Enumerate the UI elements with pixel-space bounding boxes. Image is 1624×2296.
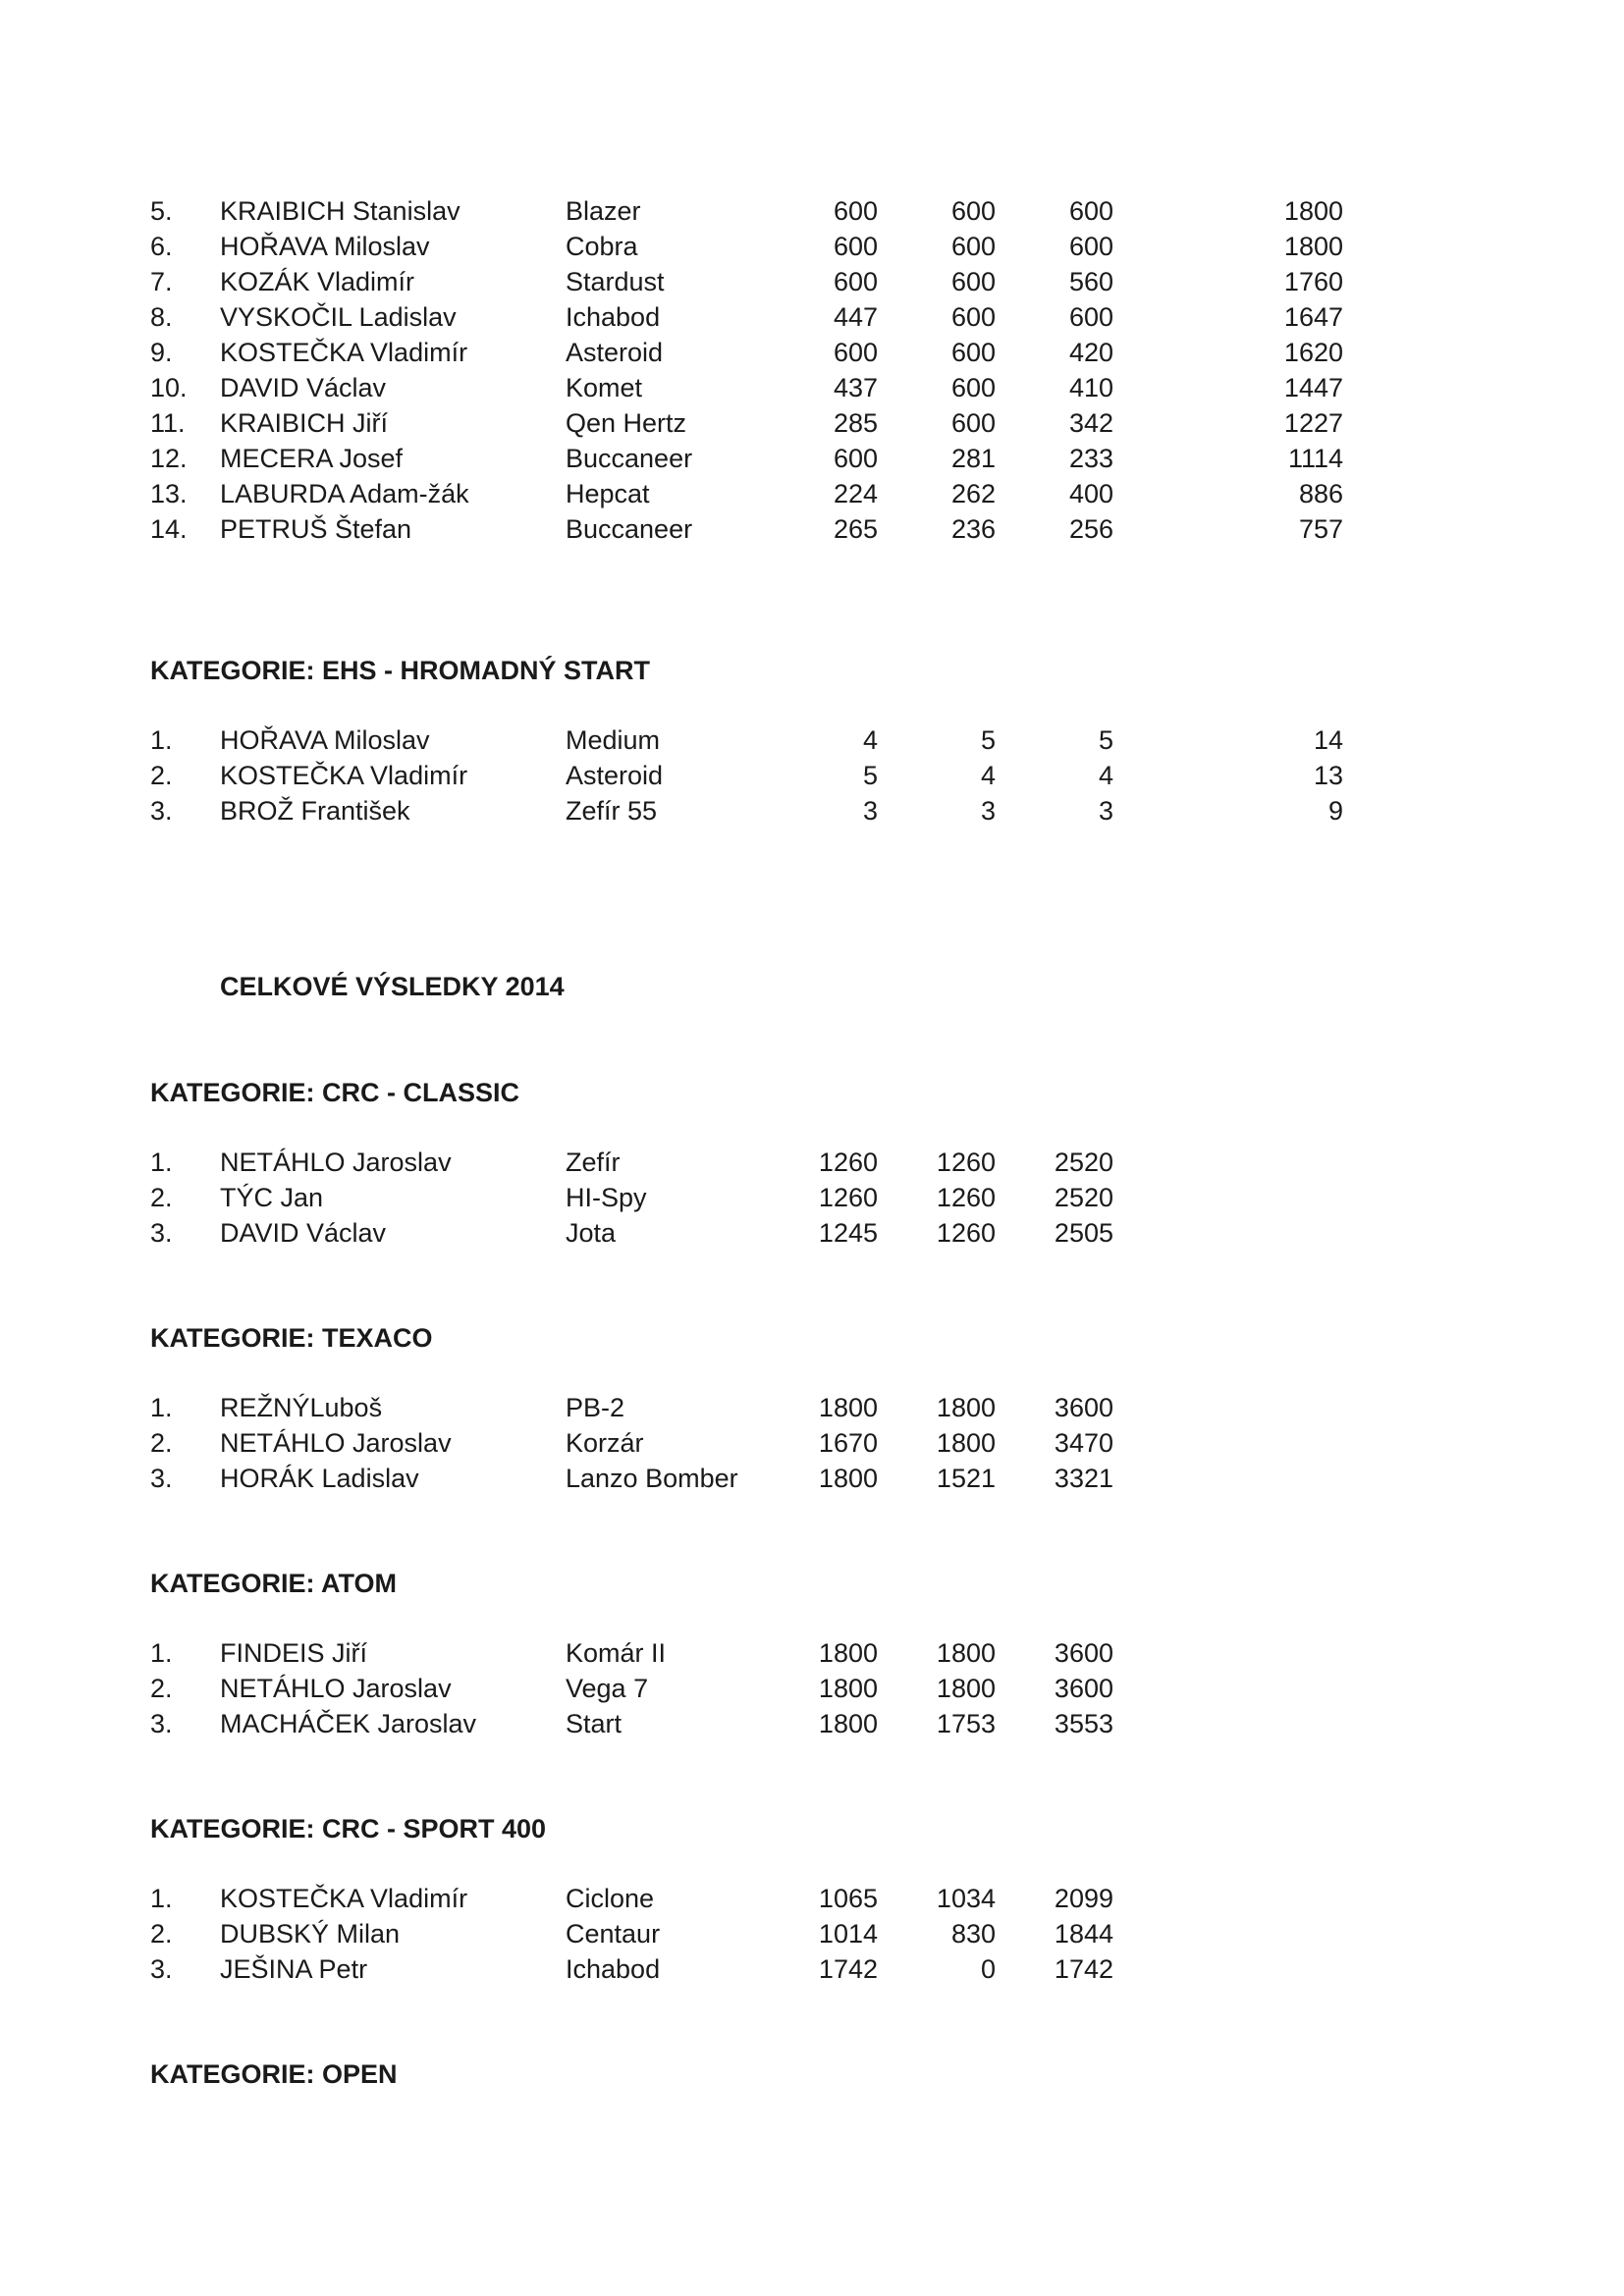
total-score: 2505 <box>1054 1218 1113 1248</box>
total-score: 3321 <box>1054 1464 1113 1493</box>
competitor-name: REŽNÝLuboš <box>220 1393 383 1422</box>
competitor-name: NETÁHLO Jaroslav <box>220 1674 452 1703</box>
round-1-score: 1800 <box>818 1709 878 1738</box>
round-1-score: 1014 <box>818 1919 878 1949</box>
model-name: Ichabod <box>566 1954 661 1984</box>
round-2-score: 600 <box>950 302 996 332</box>
round-2-score: 600 <box>950 196 996 226</box>
total-score: 1447 <box>1283 373 1343 402</box>
competitor-name: DAVID Václav <box>220 1218 387 1248</box>
model-name: HI-Spy <box>566 1183 647 1212</box>
table-row <box>0 193 1624 229</box>
model-name: Medium <box>566 725 661 755</box>
competitor-name: VYSKOČIL Ladislav <box>220 302 457 332</box>
model-name: Start <box>566 1709 623 1738</box>
rank: 9. <box>150 338 173 367</box>
rank: 11. <box>150 408 186 438</box>
model-name: Zefír 55 <box>566 796 658 826</box>
model-name: Komet <box>566 373 643 402</box>
competitor-name: KRAIBICH Stanislav <box>220 196 460 226</box>
rank: 3. <box>150 796 173 826</box>
table-row <box>0 1881 1624 1916</box>
total-score: 1760 <box>1283 267 1343 296</box>
model-name: Vega 7 <box>566 1674 649 1703</box>
table-row <box>0 1461 1624 1496</box>
round-2-score: 1800 <box>936 1638 996 1668</box>
round-1-score: 1260 <box>818 1148 878 1177</box>
round-1-score: 600 <box>833 444 878 473</box>
round-1-score: 3 <box>862 796 878 826</box>
competitor-name: MECERA Josef <box>220 444 404 473</box>
round-2-score: 1260 <box>936 1183 996 1212</box>
model-name: Zefír <box>566 1148 621 1177</box>
table-row <box>0 1390 1624 1425</box>
rank: 14. <box>150 514 188 544</box>
rank: 1. <box>150 1148 173 1177</box>
total-score: 1114 <box>1287 444 1343 473</box>
round-1-score: 285 <box>833 408 878 438</box>
table-row <box>0 1635 1624 1671</box>
competitor-name: DUBSKÝ Milan <box>220 1919 401 1949</box>
model-name: Centaur <box>566 1919 661 1949</box>
table-row <box>0 1951 1624 1987</box>
round-1-score: 224 <box>833 479 878 508</box>
competitor-name: KOSTEČKA Vladimír <box>220 338 468 367</box>
round-2-score: 1260 <box>936 1148 996 1177</box>
total-score: 3553 <box>1054 1709 1113 1738</box>
round-2-score: 262 <box>950 479 996 508</box>
model-name: Buccaneer <box>566 444 693 473</box>
model-name: Blazer <box>566 196 641 226</box>
crc-classic-results-table <box>0 1145 1624 1251</box>
round-2-score: 1034 <box>936 1884 996 1913</box>
competitor-name: BROŽ František <box>220 796 410 826</box>
crc-sport-results-table <box>0 1881 1624 1987</box>
round-2-score: 1260 <box>936 1218 996 1248</box>
total-score: 3600 <box>1054 1638 1113 1668</box>
rank: 3. <box>150 1954 173 1984</box>
competitor-name: KOZÁK Vladimír <box>220 267 415 296</box>
rank: 3. <box>150 1709 173 1738</box>
table-row <box>0 722 1624 758</box>
total-score: 1844 <box>1054 1919 1113 1949</box>
category-heading-ehs: KATEGORIE: EHS - HROMADNÝ START <box>150 656 650 685</box>
model-name: Buccaneer <box>566 514 693 544</box>
round-2-score: 600 <box>950 267 996 296</box>
model-name: Asteroid <box>566 761 664 790</box>
total-score: 3600 <box>1054 1674 1113 1703</box>
total-score: 2520 <box>1054 1183 1113 1212</box>
round-1-score: 600 <box>833 267 878 296</box>
model-name: Stardust <box>566 267 665 296</box>
competitor-name: LABURDA Adam-žák <box>220 479 469 508</box>
round-2-score: 1521 <box>936 1464 996 1493</box>
round-2-score: 281 <box>950 444 996 473</box>
round-1-score: 1245 <box>818 1218 878 1248</box>
competitor-name: KOSTEČKA Vladimír <box>220 761 468 790</box>
round-3-score: 600 <box>1068 232 1113 261</box>
competitor-name: KRAIBICH Jiří <box>220 408 389 438</box>
round-3-score: 256 <box>1068 514 1113 544</box>
table-row <box>0 299 1624 335</box>
round-2-score: 1800 <box>936 1428 996 1458</box>
table-row <box>0 1425 1624 1461</box>
round-1-score: 600 <box>833 338 878 367</box>
table-row <box>0 264 1624 299</box>
round-3-score: 420 <box>1068 338 1113 367</box>
rank: 5. <box>150 196 173 226</box>
round-1-score: 1800 <box>818 1464 878 1493</box>
total-score: 757 <box>1298 514 1343 544</box>
category-heading-open: KATEGORIE: OPEN <box>150 2059 398 2089</box>
round-3-score: 342 <box>1068 408 1113 438</box>
rank: 1. <box>150 1884 173 1913</box>
round-2-score: 4 <box>980 761 996 790</box>
competitor-name: HORÁK Ladislav <box>220 1464 419 1493</box>
table-row <box>0 476 1624 511</box>
rank: 2. <box>150 1919 173 1949</box>
rank: 2. <box>150 761 173 790</box>
round-2-score: 600 <box>950 408 996 438</box>
round-1-score: 1800 <box>818 1393 878 1422</box>
rank: 7. <box>150 267 173 296</box>
table-row <box>0 1671 1624 1706</box>
model-name: Komár II <box>566 1638 667 1668</box>
competitor-name: FINDEIS Jiří <box>220 1638 368 1668</box>
round-3-score: 5 <box>1098 725 1113 755</box>
rank: 10. <box>150 373 188 402</box>
round-2-score: 600 <box>950 338 996 367</box>
competitor-name: HOŘAVA Miloslav <box>220 725 430 755</box>
total-score: 1227 <box>1283 408 1343 438</box>
rank: 1. <box>150 1638 173 1668</box>
table-row <box>0 441 1624 476</box>
rank: 1. <box>150 1393 173 1422</box>
table-row <box>0 1145 1624 1180</box>
overall-results-title: CELKOVÉ VÝSLEDKY 2014 <box>220 972 565 1001</box>
total-score: 2099 <box>1054 1884 1113 1913</box>
competitor-name: JEŠINA Petr <box>220 1954 368 1984</box>
competitor-name: PETRUŠ Štefan <box>220 514 412 544</box>
rank: 2. <box>150 1428 173 1458</box>
model-name: Korzár <box>566 1428 644 1458</box>
round-3-score: 600 <box>1068 196 1113 226</box>
total-score: 1647 <box>1283 302 1343 332</box>
competitor-name: TÝC Jan <box>220 1183 324 1212</box>
total-score: 2520 <box>1054 1148 1113 1177</box>
rank: 13. <box>150 479 188 508</box>
rank: 3. <box>150 1464 173 1493</box>
total-score: 1742 <box>1054 1954 1113 1984</box>
model-name: Cobra <box>566 232 638 261</box>
round-3-score: 400 <box>1068 479 1113 508</box>
category-heading-crc-classic: KATEGORIE: CRC - CLASSIC <box>150 1078 519 1107</box>
atom-results-table <box>0 1635 1624 1741</box>
category-heading-texaco: KATEGORIE: TEXACO <box>150 1323 433 1353</box>
total-score: 1800 <box>1283 196 1343 226</box>
round-1-score: 1670 <box>818 1428 878 1458</box>
total-score: 1620 <box>1283 338 1343 367</box>
round-2-score: 0 <box>980 1954 996 1984</box>
table-row <box>0 1706 1624 1741</box>
table-row <box>0 1180 1624 1215</box>
round-1-score: 1260 <box>818 1183 878 1212</box>
ehs-results-table <box>0 722 1624 828</box>
model-name: Qen Hertz <box>566 408 687 438</box>
category-heading-atom: KATEGORIE: ATOM <box>150 1569 397 1598</box>
round-3-score: 233 <box>1068 444 1113 473</box>
round-3-score: 3 <box>1098 796 1113 826</box>
round-1-score: 265 <box>833 514 878 544</box>
table-row <box>0 1215 1624 1251</box>
model-name: Lanzo Bomber <box>566 1464 738 1493</box>
round-2-score: 5 <box>980 725 996 755</box>
table-row <box>0 511 1624 547</box>
category-heading-crc-sport-400: KATEGORIE: CRC - SPORT 400 <box>150 1814 547 1843</box>
rank: 8. <box>150 302 173 332</box>
round-1-score: 1065 <box>818 1884 878 1913</box>
competitor-name: KOSTEČKA Vladimír <box>220 1884 468 1913</box>
rank: 1. <box>150 725 173 755</box>
round-2-score: 3 <box>980 796 996 826</box>
round-1-score: 4 <box>862 725 878 755</box>
round-1-score: 447 <box>833 302 878 332</box>
rank: 2. <box>150 1183 173 1212</box>
round-2-score: 1800 <box>936 1674 996 1703</box>
table-row <box>0 405 1624 441</box>
model-name: Asteroid <box>566 338 664 367</box>
rank: 6. <box>150 232 173 261</box>
competitor-name: MACHÁČEK Jaroslav <box>220 1709 477 1738</box>
round-2-score: 600 <box>950 373 996 402</box>
round-2-score: 1800 <box>936 1393 996 1422</box>
competitor-name: NETÁHLO Jaroslav <box>220 1428 452 1458</box>
model-name: PB-2 <box>566 1393 625 1422</box>
round-1-score: 1800 <box>818 1638 878 1668</box>
round-2-score: 236 <box>950 514 996 544</box>
texaco-results-table <box>0 1390 1624 1496</box>
continued-results-table <box>0 193 1624 547</box>
total-score: 3470 <box>1054 1428 1113 1458</box>
table-row <box>0 370 1624 405</box>
table-row <box>0 229 1624 264</box>
round-3-score: 4 <box>1098 761 1113 790</box>
model-name: Jota <box>566 1218 617 1248</box>
competitor-name: NETÁHLO Jaroslav <box>220 1148 452 1177</box>
competitor-name: HOŘAVA Miloslav <box>220 232 430 261</box>
model-name: Ciclone <box>566 1884 655 1913</box>
total-score: 886 <box>1298 479 1343 508</box>
round-1-score: 5 <box>862 761 878 790</box>
round-3-score: 600 <box>1068 302 1113 332</box>
total-score: 14 <box>1313 725 1343 755</box>
model-name: Hepcat <box>566 479 650 508</box>
rank: 2. <box>150 1674 173 1703</box>
round-1-score: 1800 <box>818 1674 878 1703</box>
round-1-score: 1742 <box>818 1954 878 1984</box>
total-score: 1800 <box>1283 232 1343 261</box>
round-1-score: 600 <box>833 196 878 226</box>
round-2-score: 600 <box>950 232 996 261</box>
rank: 3. <box>150 1218 173 1248</box>
round-2-score: 830 <box>950 1919 996 1949</box>
round-2-score: 1753 <box>936 1709 996 1738</box>
table-row <box>0 758 1624 793</box>
table-row <box>0 1916 1624 1951</box>
table-row <box>0 335 1624 370</box>
total-score: 3600 <box>1054 1393 1113 1422</box>
total-score: 9 <box>1327 796 1343 826</box>
rank: 12. <box>150 444 188 473</box>
table-row <box>0 793 1624 828</box>
round-1-score: 437 <box>833 373 878 402</box>
competitor-name: DAVID Václav <box>220 373 387 402</box>
total-score: 13 <box>1313 761 1343 790</box>
model-name: Ichabod <box>566 302 661 332</box>
round-3-score: 560 <box>1068 267 1113 296</box>
round-1-score: 600 <box>833 232 878 261</box>
round-3-score: 410 <box>1068 373 1113 402</box>
